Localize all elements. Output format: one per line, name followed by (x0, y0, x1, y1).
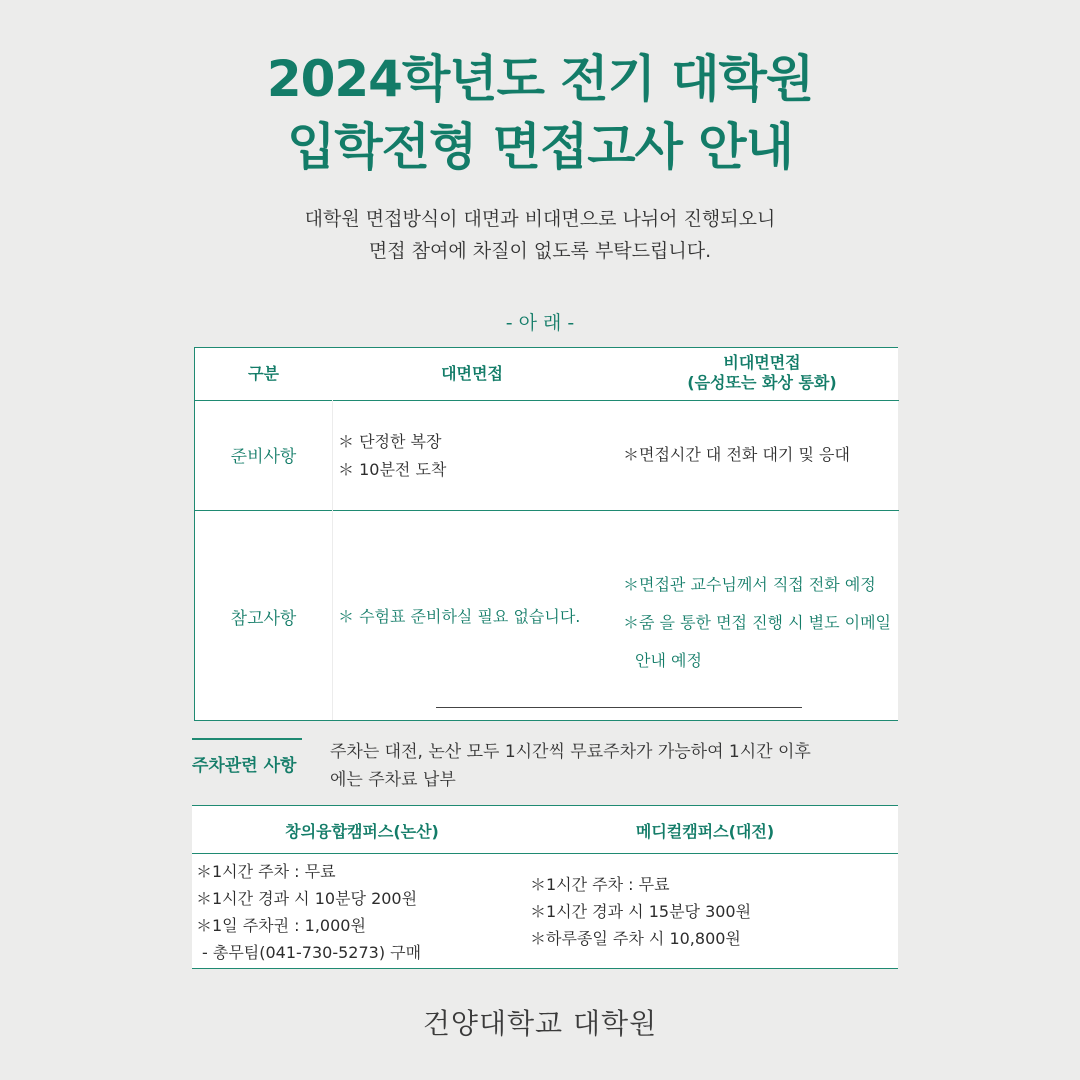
interview-table (194, 347, 898, 721)
page-title-line1: 2024학년도 전기 대학원 (266, 50, 814, 108)
list-item: ＊ 10분전 도착 (338, 460, 447, 479)
parking-title-accent (192, 738, 302, 740)
nonsan-parking-list (196, 858, 421, 966)
header-remote-line1: 비대면면접 (723, 353, 801, 372)
divider-line (436, 707, 802, 708)
list-item: ＊하루종일 주차 시 10,800원 (530, 929, 741, 948)
list-item: ＊줌 을 통한 면접 진행 시 별도 이메일 (623, 613, 891, 632)
intro-line1: 대학원 면접방식이 대면과 비대면으로 나뉘어 진행되오니 (304, 208, 776, 230)
reference-remote (623, 566, 891, 680)
header-category: 구분 (248, 364, 279, 383)
interview-table-header (195, 348, 899, 401)
list-item: ＊면접관 교수님께서 직접 전화 예정 (623, 575, 876, 594)
row-label-reference: 참고사항 (230, 609, 297, 629)
parking-text-line1: 주차는 대전, 논산 모두 1시간씩 무료주차가 가능하여 1시간 이후 (330, 742, 811, 762)
parking-text (330, 738, 811, 794)
list-item: ＊1일 주차권 : 1,000원 (196, 916, 366, 935)
campus-daejeon-header: 메디컬캠퍼스(대전) (635, 822, 775, 841)
list-item: ＊1시간 경과 시 10분당 200원 (196, 889, 418, 908)
reference-in-person: ＊ 수험표 준비하실 필요 없습니다. (338, 607, 581, 626)
table-row-reference (195, 510, 899, 722)
list-item: - 총무팀(041-730-5273) 구매 (202, 943, 422, 962)
notice-label: - 아 래 - (505, 312, 575, 334)
parking-table-header (192, 806, 898, 854)
list-item: ＊ 단정한 복장 (338, 432, 442, 451)
list-item: ＊1시간 경과 시 15분당 300원 (530, 902, 752, 921)
column-divider (332, 400, 333, 720)
table-row-preparation (195, 400, 899, 511)
parking-text-line2: 에는 주차료 납부 (330, 770, 456, 790)
intro-line2: 면접 참여에 차질이 없도록 부탁드립니다. (368, 240, 712, 262)
list-item: ＊1시간 주차 : 무료 (196, 862, 336, 881)
header-remote (625, 353, 899, 393)
preparation-remote: ＊면접시간 대 전화 대기 및 응대 (623, 445, 850, 464)
parking-table (192, 805, 898, 969)
row-label-preparation: 준비사항 (230, 447, 297, 467)
header-remote-line2: (음성또는 화상 통화) (687, 373, 837, 392)
list-item: ＊1시간 주차 : 무료 (530, 875, 670, 894)
parking-title: 주차관련 사항 (192, 756, 297, 776)
daejeon-parking-list (530, 871, 751, 952)
preparation-in-person (338, 428, 446, 484)
list-item: 안내 예정 (635, 651, 702, 670)
campus-nonsan-header: 창의융합캠퍼스(논산) (285, 822, 439, 841)
page-title-line2: 입학전형 면접고사 안내 (287, 118, 793, 176)
footer-university-name: 건양대학교 대학원 (422, 1007, 658, 1040)
header-in-person: 대면면접 (441, 364, 503, 383)
intro-text (0, 203, 1080, 267)
